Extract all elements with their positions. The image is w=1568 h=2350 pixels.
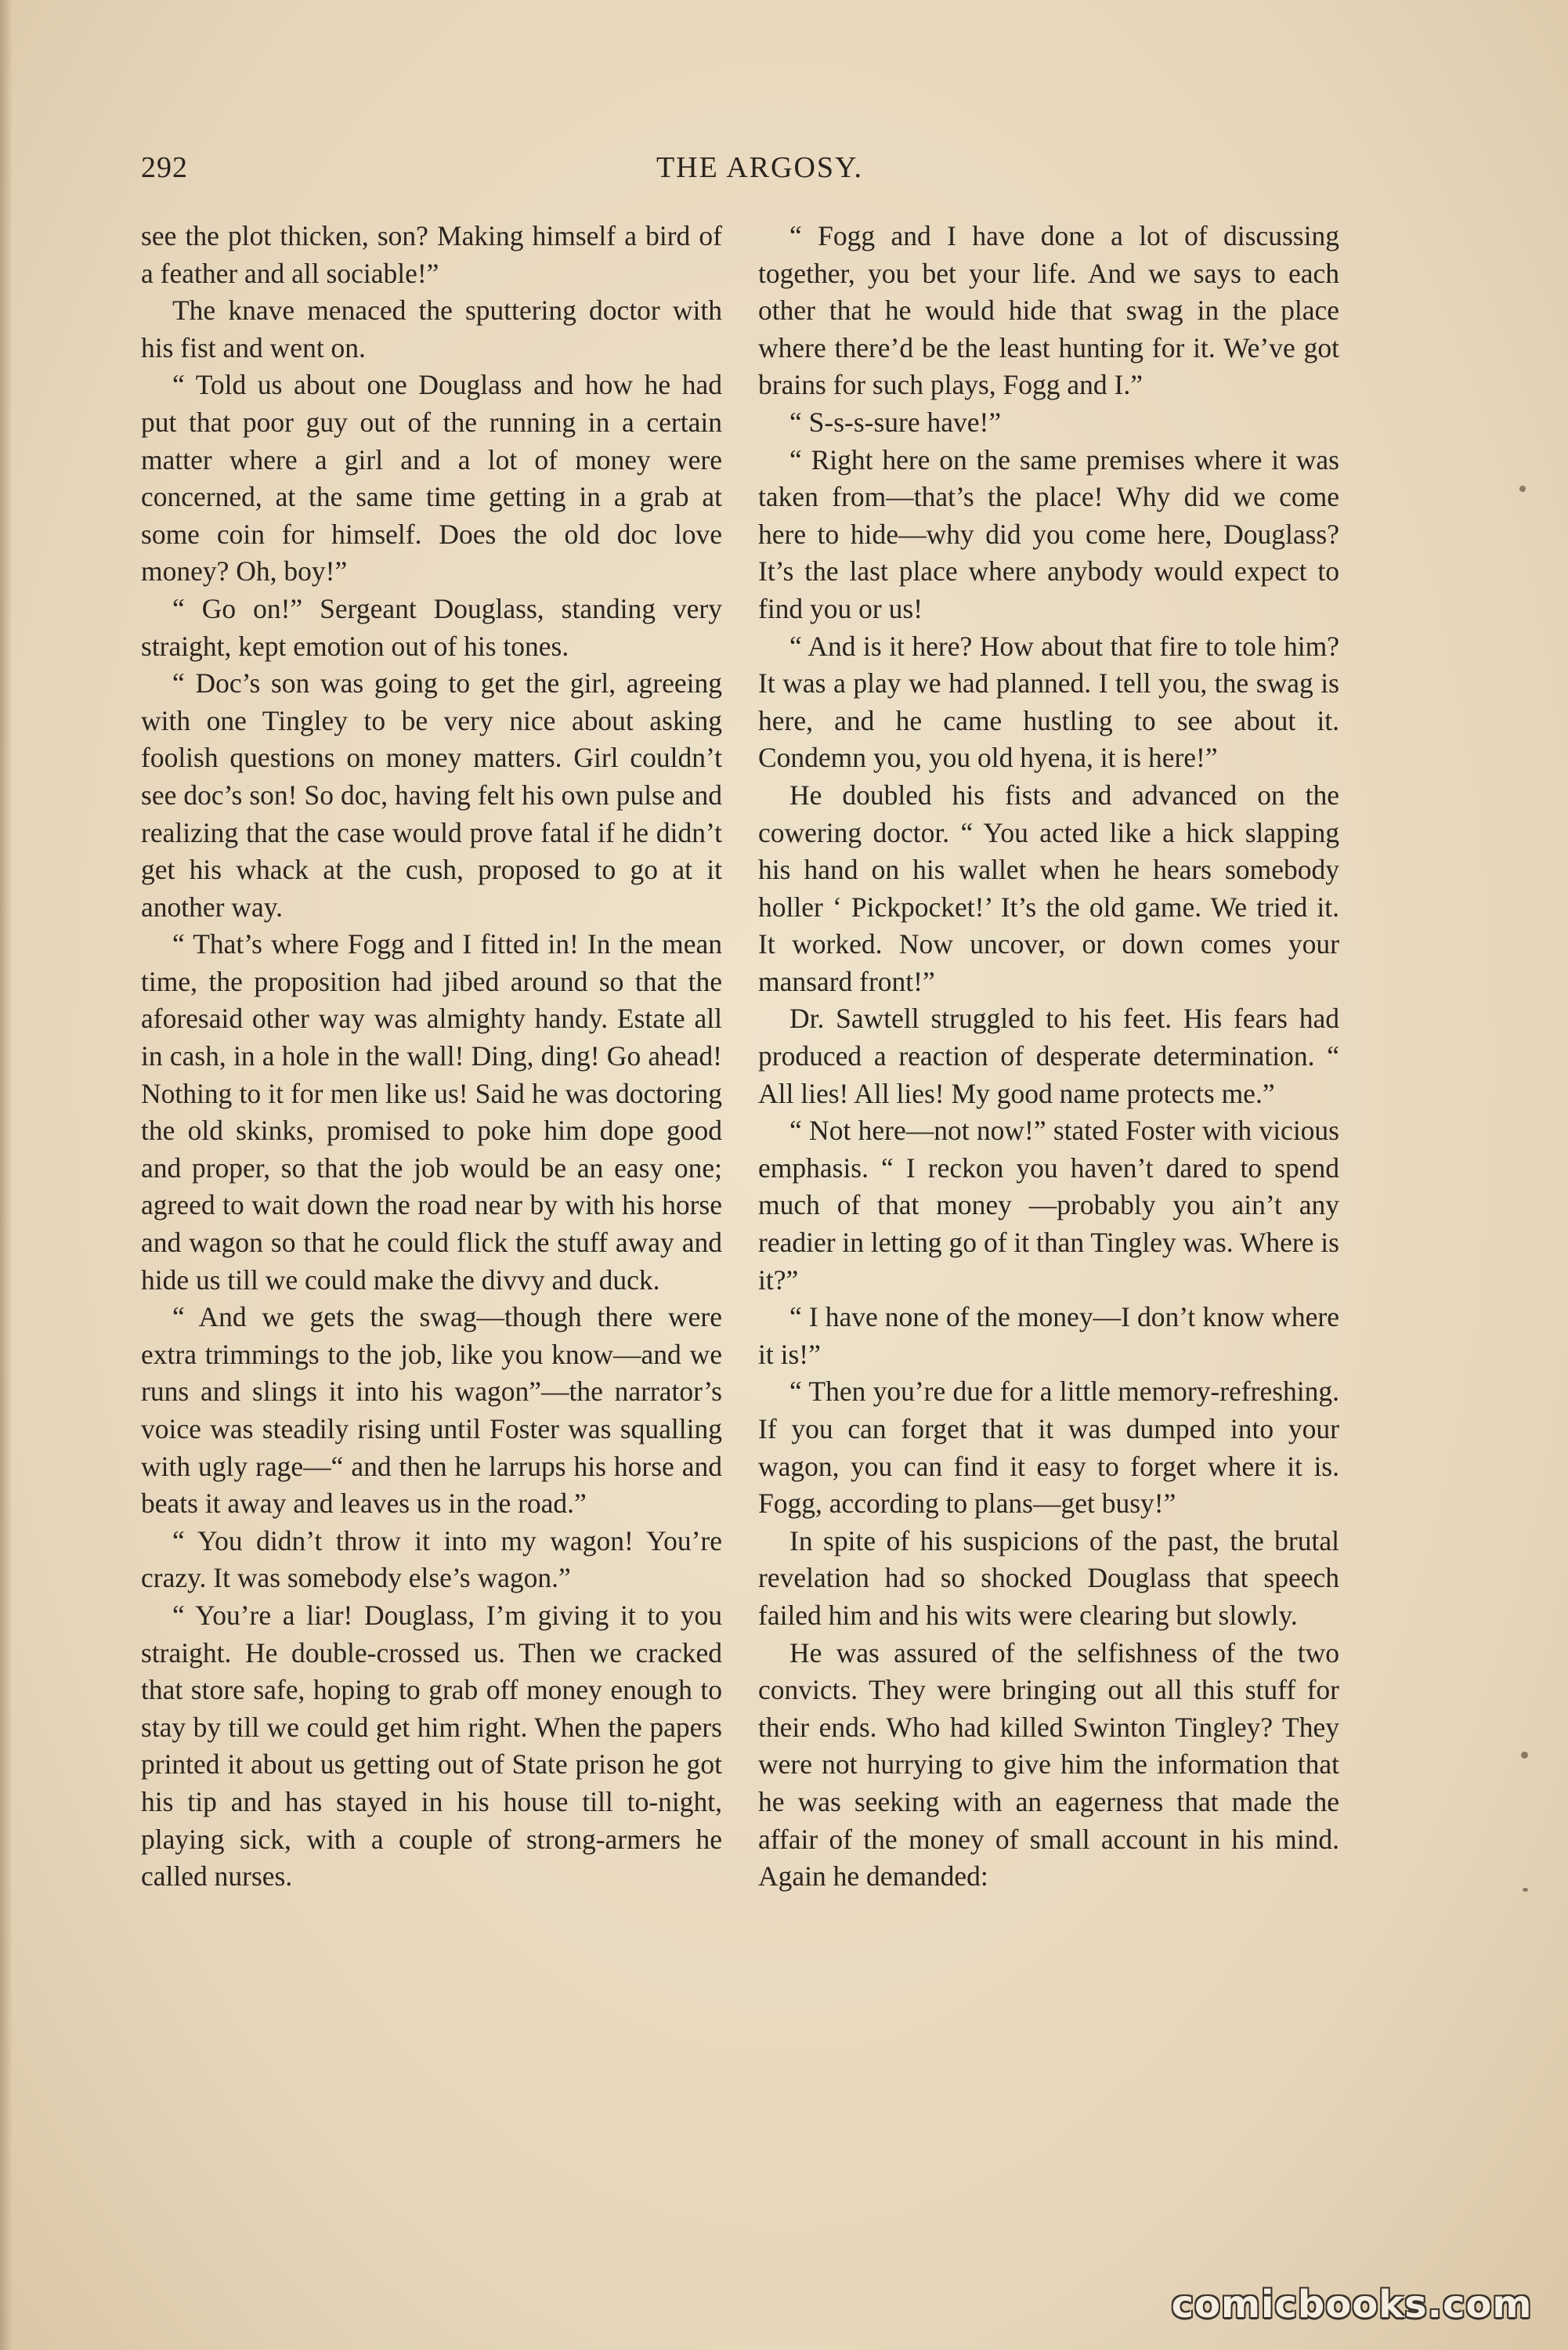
page-number: 292 [141, 151, 188, 184]
watermark-logo: comicbooks.com [1171, 2283, 1533, 2326]
paragraph: “ Told us about one Douglass and how he had put that poor guy out of the running in a certain matter where a girl and a lot of money were concerned, at the same time getting in a grab at some coin for himself. Does the old doc love money? Oh, boy!” [141, 369, 722, 588]
paragraph: “ S-s-s-sure have!” [789, 406, 1002, 438]
left-column [141, 218, 722, 1896]
paragraph: “ Go on!” Sergeant Douglass, standing very straight, kept emotion out of his tones. [141, 592, 722, 662]
paragraph: “ And we gets the swag—though there were extra trimmings to the job, like you know—and we runs and slings it into his wagon”—the narrator’s voice was steadily rising until Foster was squalling with ugly rage—“ and then he larrups his horse and beats it away and leaves us in the road.” [141, 1301, 722, 1520]
paragraph: “ Doc’s son was going to get the girl, agreeing with one Tingley to be very nice about asking foolish questions on money matters. Girl couldn’t see doc’s son! So doc, having felt his own pulse and realizing that the case would prove fatal if he didn’t get his whack at the cush, proposed to go at it another way. [141, 667, 722, 923]
paragraph: “ You didn’t throw it into my wagon! You’re crazy. It was somebody else’s wagon.” [141, 1524, 722, 1594]
paragraph: He was assured of the selfishness of the two convicts. They were bringing out all this stuff for their ends. Who had killed Swinton Tingley? They were not hurrying to give him the information that he was seeking with an eagerness that made the affair of the money of small account in his mind. Again he demanded: [758, 1636, 1339, 1893]
paragraph: “ Not here—not now!” stated Foster with vicious emphasis. “ I reckon you haven’t dared to spend much of that money —probably you ain’t any readier in letting go of it than Tingley was. Where is it?” [758, 1115, 1339, 1296]
paragraph: “ Fogg and I have done a lot of discussing together, you bet your life. And we says to each other that he would hide that swag in the place where there’d be the least hunting for it. We’ve got brains for such plays, Fogg and I.” [758, 220, 1339, 401]
paragraph: “ That’s where Fogg and I fitted in! In the mean time, the proposition had jibed around so that the aforesaid other way was almighty handy. Estate all in cash, in a hole in the wall! Ding, ding! Go ahead! Nothing to it for men like us! Said he was doctoring the old skinks, promised to poke him dope good and proper, so that the job would be an easy one; agreed to wait down the road near by with his horse and wagon so that he could flick the stuff away and hide us till we could make the divvy and duck. [141, 928, 722, 1296]
paragraph: “ And is it here? How about that fire to tole him? It was a play we had planned. I tell you, the swag is here, and he came hustling to see about it. Condemn you, you old hyena, it is here!” [758, 630, 1339, 774]
paragraph: “ I have none of the money—I don’t know where it is!” [758, 1301, 1339, 1370]
page-edge-shadow [0, 0, 13, 2350]
paragraph: “ You’re a liar! Douglass, I’m giving it to you straight. He double-crossed us. Then we cracked that store safe, hoping to grab off money enough to stay by till we could get him right. When the papers printed it about us getting out of State prison he got his tip and has stayed in his house till to-night, playing sick, with a couple of strong-armers he called nurses. [141, 1599, 722, 1893]
right-column [758, 218, 1339, 1896]
paragraph: see the plot thicken, son? Making himself a bird of a feather and all sociable!” [141, 220, 722, 289]
paragraph: “ Then you’re due for a little memory-refreshing. If you can forget that it was dumped into your wagon, you can find it easy to forget where it is. Fogg, according to plans—get busy!” [758, 1376, 1339, 1520]
paragraph: Dr. Sawtell struggled to his feet. His fears had produced a reaction of desperate determination. “ All lies! All lies! My good name protects me.” [758, 1003, 1339, 1109]
paragraph: “ Right here on the same premises where it was taken from—that’s the place! Why did we come here to hide—why did you come here, Douglass? It’s the last place where anybody would expect to find you or us! [758, 443, 1339, 624]
paper-speck [1521, 1752, 1528, 1759]
paper-speck [1519, 486, 1526, 492]
paragraph: The knave menaced the sputtering doctor with his fist and went on. [141, 295, 722, 363]
running-head: THE ARGOSY. [656, 151, 864, 184]
paper-speck [1523, 1888, 1528, 1892]
paragraph: He doubled his fists and advanced on the cowering doctor. “ You acted like a hick slapping his hand on his wallet when he hears somebody holler ‘ Pickpocket!’ It’s the old game. We tried it. It worked. Now uncover, or down comes your mansard front!” [758, 779, 1339, 997]
paragraph: In spite of his suspicions of the past, the brutal revelation had so shocked Douglass that speech failed him and his wits were clearing but slowly. [758, 1524, 1339, 1631]
